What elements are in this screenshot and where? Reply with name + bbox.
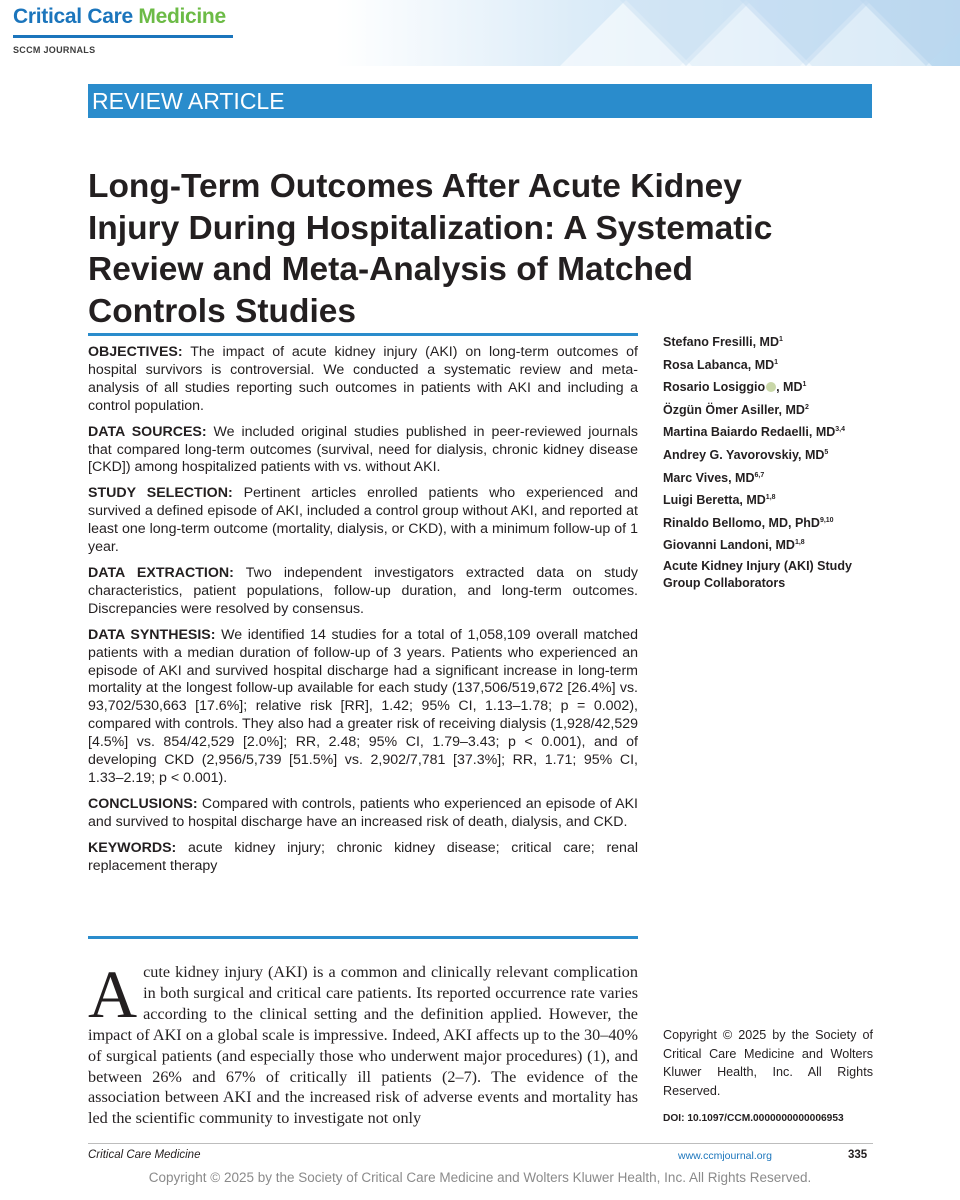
author-name: Andrey G. Yavorovskiy, MD xyxy=(663,447,825,462)
author-name: Stefano Fresilli, MD xyxy=(663,335,779,349)
abstract-bottom-rule xyxy=(88,936,638,939)
author-affiliation: 9,10 xyxy=(819,516,834,524)
author-name: Rinaldo Bellomo, MD, PhD xyxy=(663,515,820,530)
author-item xyxy=(663,377,873,400)
abstract-keywords-label: KEYWORDS: xyxy=(88,839,177,856)
abstract-conclusions-text: Compared with controls, patients who experienced an episode of AKI and survived to hospital discharge have an increased risk of death, dialysis, and CKD. xyxy=(88,795,638,830)
footer-journal-url[interactable]: www.ccmjournal.org xyxy=(678,1150,772,1162)
abstract-data-sources-text: We included original studies published in peer-reviewed journals that compared long-term outcomes (survival, need for dialysis, chronic kidney disease [CKD]) among hospitalized patients with vs. without AKI. xyxy=(88,423,638,476)
author-name: Marc Vives, MD xyxy=(663,470,755,485)
author-affiliation: 1 xyxy=(779,336,783,343)
drop-cap: A xyxy=(88,956,138,1032)
author-affiliation: 1 xyxy=(774,358,779,366)
abstract-data-extraction xyxy=(88,565,638,619)
abstract-top-rule xyxy=(88,333,638,336)
section-label: REVIEW ARTICLE xyxy=(88,84,872,118)
author-item xyxy=(663,400,873,423)
group-author: Acute Kidney Injury (AKI) Study Group Collaborators xyxy=(663,558,852,590)
abstract-objectives xyxy=(88,344,638,416)
journal-logo-word1: Critical Care xyxy=(13,5,133,28)
abstract-data-sources-label: DATA SOURCES: xyxy=(88,423,207,440)
abstract-data-extraction-text: Two independent investigators extracted data on study characteristics, patient populations, follow-up duration, and long-term outcomes. Discrepancies were resolved by consensus. xyxy=(88,564,638,617)
journal-logo-underline xyxy=(13,35,233,38)
orcid-icon[interactable] xyxy=(766,382,776,392)
abstract-study-selection xyxy=(88,485,638,557)
body-paragraph: cute kidney injury (AKI) is a common and clinically relevant complication in both surgical and critical care patients. Its reported occurrence rate varies according to the clinical setting and the definition applied. However, the impact of AKI on a global scale is impressive. Indeed, AKI affects up to the 30–40% of surgical patients (and especially those who underwent major procedures) (1), and between 26% and 67% of critically ill patients (2–7). The evidence of the association between AKI and the increased risk of adverse events and mortality has led the scientific community to investigate not only xyxy=(88,963,638,1128)
doi-link[interactable]: DOI: 10.1097/CCM.0000000000006953 xyxy=(663,1113,844,1124)
abstract-study-selection-text: Pertinent articles enrolled patients who experienced and survived a defined episode of AKI, included a control group without AKI, and reported at least one long-term outcome (mortality, dialysis, or CKD), with a minimum follow-up of 1 year. xyxy=(88,485,639,556)
journal-logo xyxy=(13,5,226,29)
article-title: Long-Term Outcomes After Acute Kidney Injury During Hospitalization: A Systematic Review and Meta-Analysis of Matched Controls Studies xyxy=(88,168,773,330)
copyright-watermark: Copyright © 2025 by the Society of Critical Care Medicine and Wolters Kluwer Health, Inc. All Rights Reserved. xyxy=(148,1170,812,1185)
abstract-objectives-text: The impact of acute kidney injury (AKI) on long-term outcomes of hospital survivors is controversial. We conducted a systematic review and meta-analysis of all studies reporting such outcomes in patients with AKI and including a control population. xyxy=(88,344,638,414)
author-affiliation: 1 xyxy=(802,381,807,389)
author-item xyxy=(663,490,873,513)
author-affiliation: 2 xyxy=(804,403,809,411)
journal-subtitle: SCCM JOURNALS xyxy=(13,45,96,55)
abstract-data-synthesis-text: We identified 14 studies for a total of 1,058,109 overall matched patients with a median duration of follow-up of 3 years. Patients who experienced an episode of AKI and survived hospital discharge had a significant increase in long-term mortality at the longest follow-up available for each study (137,506/519,672 [26.4%] vs. 93,702/530,663 [17.6%]; relative risk [RR], 1.42; 95% CI, 1.13–1.78; p = 0.002), compared with controls. They also had a greater risk of receiving dialysis (1,928/42,529 [4.5%] vs. 854/42,529 [2.0%]; RR, 2.48; 95% CI, 1.79–3.43; p < 0.001), and of developing CKD (2,956/5,739 [51.5%] vs. 2,902/7,781 [37.3%]; RR, 1.71; 95% CI, 1.33–2.19; p < 0.001). xyxy=(88,626,638,786)
author-name: Martina Baiardo Redaelli, MD xyxy=(663,425,836,440)
author-item xyxy=(663,422,873,445)
abstract-keywords-text: acute kidney injury; chronic kidney disease; critical care; renal replacement therapy xyxy=(88,839,638,874)
abstract-data-extraction-label: DATA EXTRACTION: xyxy=(88,564,234,581)
copyright-notice: Copyright © 2025 by the Society of Critical Care Medicine and Wolters Kluwer Health, Inc. All Rights Reserved. xyxy=(663,1028,873,1098)
author-name-suffix: , MD xyxy=(776,380,803,395)
author-name: Luigi Beretta, MD xyxy=(663,493,766,508)
author-item xyxy=(663,468,873,491)
footer-journal-name: Critical Care Medicine xyxy=(88,1149,201,1161)
abstract-study-selection-label: STUDY SELECTION: xyxy=(88,485,233,502)
author-item xyxy=(663,513,873,536)
abstract-conclusions-label: CONCLUSIONS: xyxy=(88,795,198,812)
body-text xyxy=(88,956,638,1129)
author-affiliation: 3,4 xyxy=(835,426,845,434)
author-affiliation: 1,8 xyxy=(794,539,805,547)
author-name: Rosa Labanca, MD xyxy=(663,357,775,372)
author-name: Rosario Losiggio xyxy=(663,380,766,395)
abstract-keywords xyxy=(88,840,638,876)
abstract-data-synthesis-label: DATA SYNTHESIS: xyxy=(88,626,216,643)
abstract-objectives-label: OBJECTIVES: xyxy=(88,344,183,360)
author-item xyxy=(663,445,873,468)
journal-header xyxy=(0,0,960,66)
author-name: Özgün Ömer Asiller, MD xyxy=(663,402,805,417)
author-item xyxy=(663,355,873,378)
author-item xyxy=(663,332,873,355)
abstract-conclusions xyxy=(88,796,638,832)
abstract xyxy=(88,344,638,883)
abstract-data-synthesis xyxy=(88,627,638,788)
author-name: Giovanni Landoni, MD xyxy=(663,538,795,553)
author-list xyxy=(663,332,873,590)
author-affiliation: 5 xyxy=(824,448,829,456)
abstract-data-sources xyxy=(88,424,638,478)
journal-logo-word2: Medicine xyxy=(138,5,226,28)
author-affiliation: 1,8 xyxy=(765,494,776,502)
footer-divider xyxy=(88,1143,873,1144)
author-item xyxy=(663,535,873,558)
author-affiliation: 6,7 xyxy=(754,471,765,479)
page-number: 335 xyxy=(848,1149,868,1161)
